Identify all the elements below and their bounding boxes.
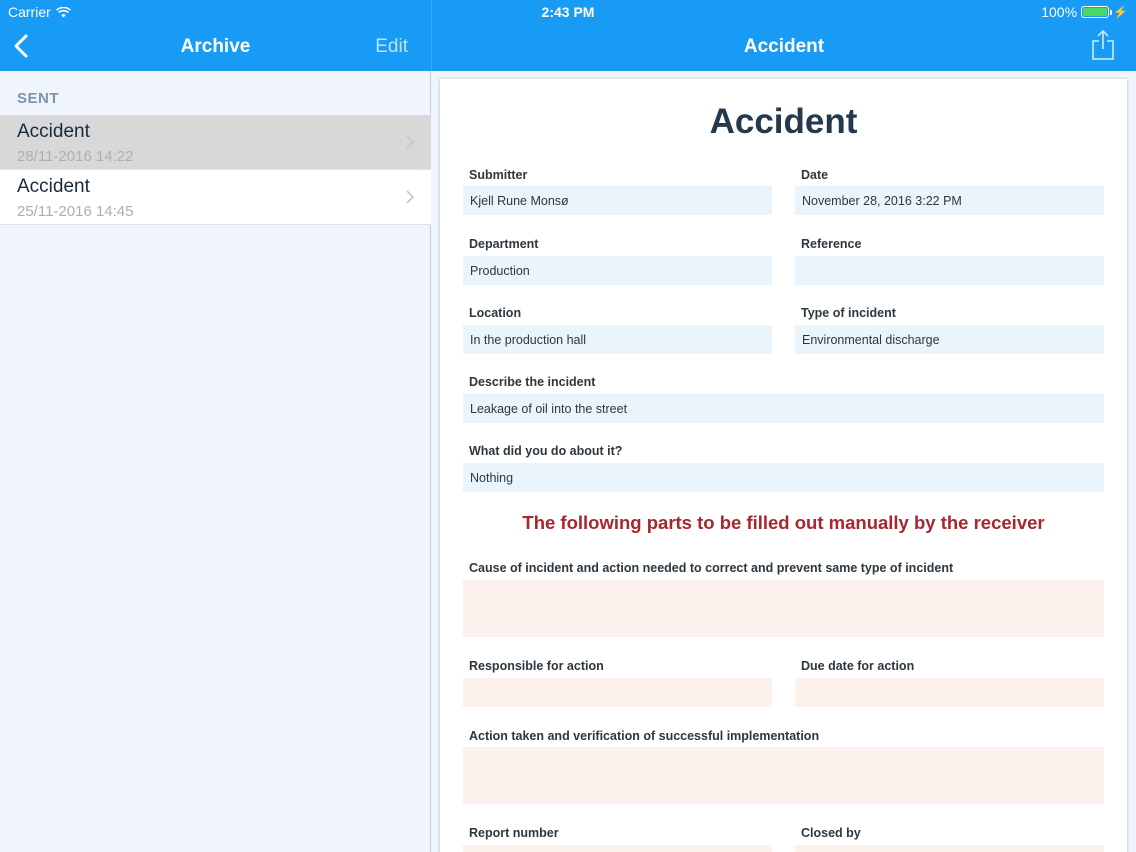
due-date-field <box>795 678 1104 707</box>
archive-title: Archive <box>180 36 251 57</box>
battery-fill <box>1083 8 1107 16</box>
archive-nav-bar <box>0 22 431 71</box>
submitter-field: Kjell Rune Monsø <box>463 186 772 215</box>
type-of-incident-field: Environmental discharge <box>795 325 1104 354</box>
manual-fill-notice: The following parts to be filled out manually by the receiver <box>522 512 1045 533</box>
describe-incident-field: Leakage of oil into the street <box>463 394 1104 423</box>
list-item-date: 25/11-2016 14:45 <box>17 203 134 220</box>
detail-title: Accident <box>743 36 825 57</box>
what-did-label: What did you do about it? <box>469 444 623 458</box>
chevron-right-icon <box>405 134 415 150</box>
reference-field <box>795 256 1104 285</box>
archive-sidebar <box>0 71 431 852</box>
list-item-title: Accident <box>17 176 90 197</box>
section-header-sent: SENT <box>17 90 60 107</box>
closed-by-label: Closed by <box>801 826 861 840</box>
responsible-label: Responsible for action <box>469 659 604 673</box>
charging-bolt-icon: ⚡ <box>1113 5 1128 19</box>
form-document <box>440 79 1127 852</box>
form-title: Accident <box>709 102 858 141</box>
reference-label: Reference <box>801 237 862 251</box>
describe-incident-label: Describe the incident <box>469 375 596 389</box>
type-of-incident-label: Type of incident <box>801 306 896 320</box>
date-field: November 28, 2016 3:22 PM <box>795 186 1104 215</box>
detail-nav-bar <box>432 22 1136 71</box>
closed-by-field <box>795 845 1104 852</box>
location-label: Location <box>469 306 522 320</box>
report-number-field <box>463 845 772 852</box>
top-bar <box>0 0 1136 71</box>
chevron-right-icon <box>405 189 415 205</box>
submitter-label: Submitter <box>469 168 528 182</box>
action-taken-label: Action taken and verification of successful implementation <box>469 729 820 743</box>
carrier-label: Carrier <box>8 4 51 20</box>
edit-button[interactable]: Edit <box>375 36 408 57</box>
list-item-title: Accident <box>17 121 90 142</box>
archive-list <box>0 115 431 225</box>
share-icon[interactable] <box>1091 29 1115 61</box>
department-field: Production <box>463 256 772 285</box>
due-date-label: Due date for action <box>801 659 915 673</box>
battery-percent: 100% <box>1041 4 1078 20</box>
cause-label: Cause of incident and action needed to correct and prevent same type of incident <box>469 561 954 575</box>
date-label: Date <box>801 168 829 182</box>
department-label: Department <box>469 237 539 251</box>
location-field: In the production hall <box>463 325 772 354</box>
list-item[interactable] <box>0 170 431 225</box>
list-item-date: 28/11-2016 14:22 <box>17 148 134 165</box>
battery-icon <box>1081 6 1109 18</box>
status-bar <box>0 0 1136 22</box>
list-item[interactable] <box>0 115 431 170</box>
responsible-field <box>463 678 772 707</box>
report-number-label: Report number <box>469 826 559 840</box>
action-taken-field <box>463 747 1104 804</box>
cause-field <box>463 580 1104 637</box>
battery-indicator <box>1041 4 1128 20</box>
clock: 2:43 PM <box>541 4 595 20</box>
what-did-field: Nothing <box>463 463 1104 492</box>
form-viewer[interactable] <box>432 71 1136 852</box>
